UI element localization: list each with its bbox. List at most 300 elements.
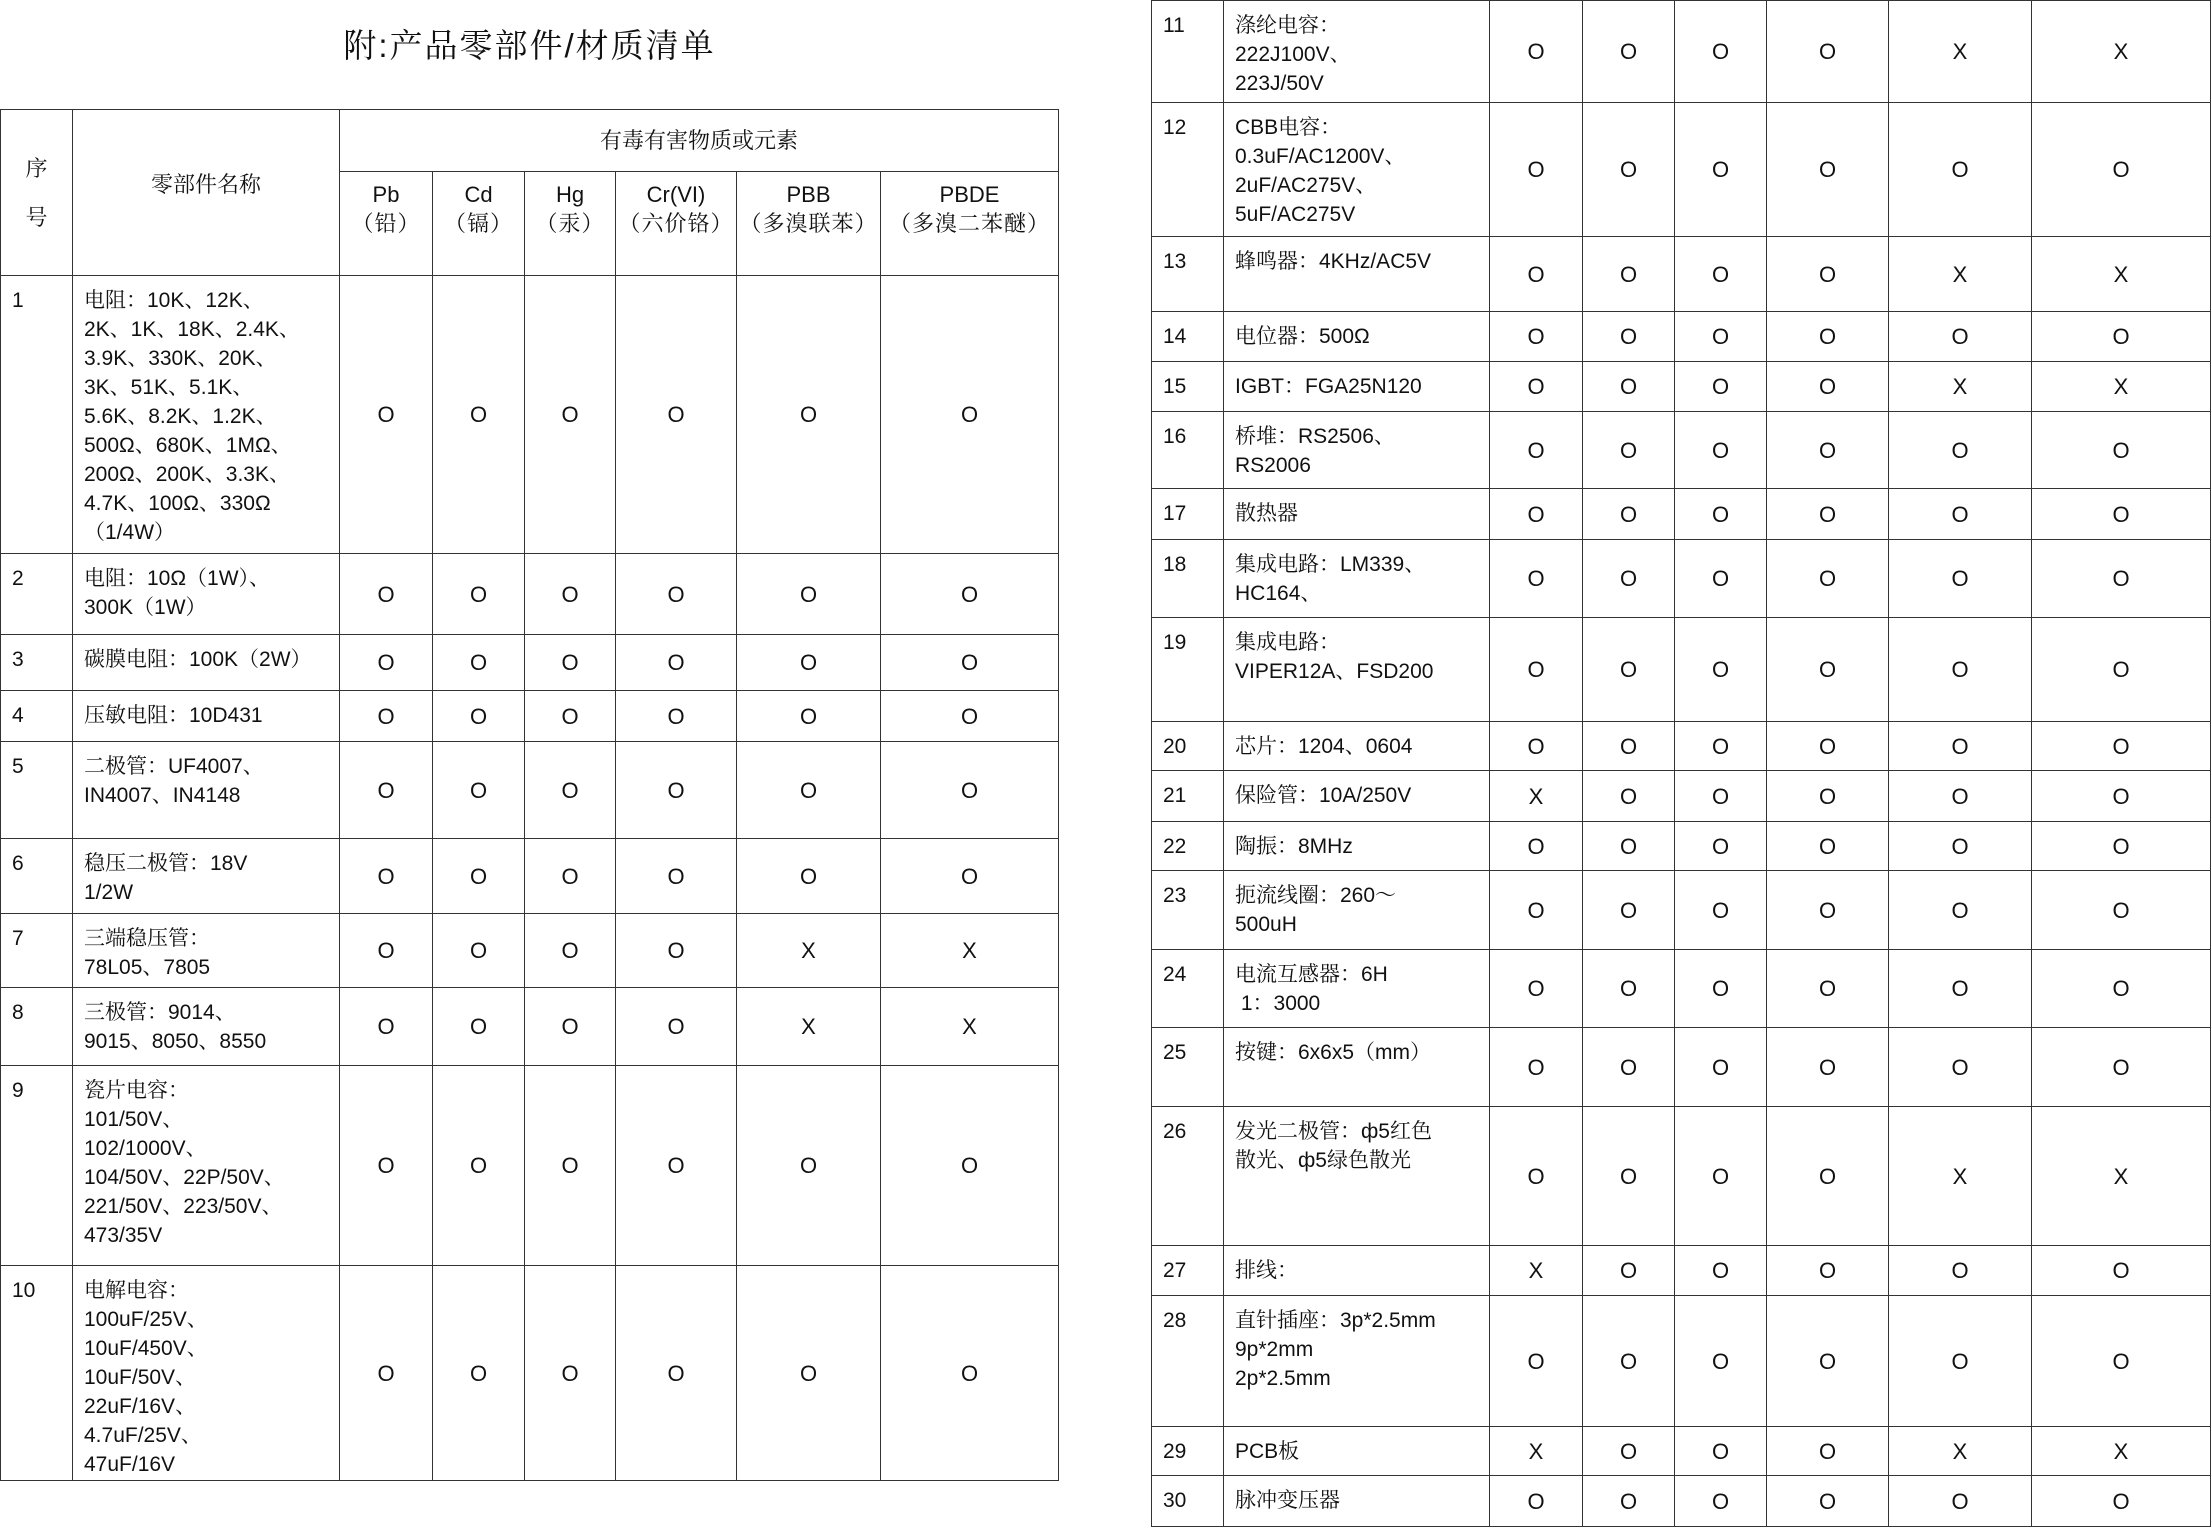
mark-compliant: O (1767, 1107, 1889, 1246)
part-name (1224, 1107, 1490, 1246)
part-name-line: 4.7K、100Ω、330Ω (84, 492, 271, 515)
part-name-line: 2uF/AC275V、 (1235, 174, 1377, 197)
mark-compliant: O (1675, 237, 1767, 312)
mark-compliant: O (1490, 103, 1583, 237)
part-name-line: 221/50V、223/50V、 (84, 1195, 283, 1218)
part-name-line: CBB电容： (1235, 116, 1342, 139)
part-name-line: 三端稳压管： (84, 927, 210, 950)
mark-compliant: O (1490, 950, 1583, 1028)
part-name (1224, 871, 1490, 950)
mark-compliant: O (1889, 1296, 2032, 1427)
mark-compliant: O (1889, 1476, 2032, 1527)
mark-compliant: O (1583, 0, 1675, 103)
mark-compliant: O (1490, 822, 1583, 871)
mark-compliant: O (1767, 237, 1889, 312)
mark-contains: X (737, 988, 881, 1066)
mark-compliant: O (1767, 412, 1889, 489)
mark-compliant: O (2032, 1296, 2211, 1427)
part-name-line: 芯片：1204、0604 (1235, 735, 1413, 758)
mark-compliant: O (2032, 871, 2211, 950)
mark-compliant: O (1767, 822, 1889, 871)
mark-compliant: O (737, 691, 881, 742)
part-name (1224, 489, 1490, 540)
mark-compliant: O (1767, 1296, 1889, 1427)
part-name-line: 扼流线圈：260～ (1235, 884, 1397, 907)
part-name (73, 742, 340, 839)
part-name (1224, 362, 1490, 412)
header-substance (737, 172, 881, 276)
mark-compliant: O (2032, 540, 2211, 618)
part-name-line: 散光、ф5绿色散光 (1235, 1149, 1411, 1172)
substance-name: （镉） (443, 211, 513, 236)
mark-compliant: O (1767, 722, 1889, 771)
substance-name: （铅） (351, 211, 421, 236)
part-name-line: 1：3000 (1235, 992, 1321, 1015)
mark-compliant: O (881, 691, 1059, 742)
part-name (1224, 822, 1490, 871)
mark-compliant: O (881, 635, 1059, 691)
mark-compliant: O (1583, 722, 1675, 771)
part-name-line: 102/1000V、 (84, 1137, 207, 1160)
part-name (73, 554, 340, 635)
part-name (1224, 103, 1490, 237)
part-name (1224, 1476, 1490, 1527)
mark-compliant: O (616, 1066, 737, 1266)
mark-compliant: O (1490, 237, 1583, 312)
mark-compliant: O (1675, 1246, 1767, 1296)
part-name (1224, 0, 1490, 103)
row-number: 15 (1151, 362, 1224, 412)
mark-contains: X (2032, 1427, 2211, 1476)
row-number: 5 (0, 742, 73, 839)
row-number: 19 (1151, 618, 1224, 722)
mark-compliant: O (525, 276, 616, 554)
substance-symbol: PBB (786, 182, 831, 207)
mark-compliant: O (881, 1266, 1059, 1481)
part-name-line: 电阻：10K、12K、 (84, 289, 264, 312)
mark-compliant: O (1675, 412, 1767, 489)
mark-compliant: O (1889, 489, 2032, 540)
part-name-line: 保险管：10A/250V (1235, 784, 1412, 807)
mark-compliant: O (1490, 1028, 1583, 1107)
mark-compliant: O (433, 914, 525, 988)
substance-symbol: Cd (464, 182, 493, 207)
part-name (73, 1266, 340, 1481)
mark-compliant: O (1767, 0, 1889, 103)
substance-symbol: Pb (372, 182, 400, 207)
mark-compliant: O (2032, 312, 2211, 362)
header-part-name: 零部件名称 (73, 109, 340, 276)
part-name-line: 47uF/16V (84, 1453, 176, 1476)
mark-compliant: O (433, 635, 525, 691)
part-name-line: 500Ω、680K、1MΩ、 (84, 434, 292, 457)
mark-compliant: O (2032, 1476, 2211, 1527)
mark-contains: X (881, 914, 1059, 988)
row-number: 1 (0, 276, 73, 554)
part-name-line: 排线： (1235, 1259, 1298, 1282)
mark-compliant: O (1889, 618, 2032, 722)
part-name-line: 电流互感器：6H (1235, 963, 1388, 986)
mark-compliant: O (1675, 1107, 1767, 1246)
mark-compliant: O (1767, 312, 1889, 362)
mark-compliant: O (616, 691, 737, 742)
mark-compliant: O (881, 554, 1059, 635)
mark-compliant: O (1583, 1427, 1675, 1476)
mark-contains: X (2032, 1107, 2211, 1246)
row-number: 12 (1151, 103, 1224, 237)
part-name (1224, 722, 1490, 771)
row-number: 18 (1151, 540, 1224, 618)
part-name-line: 集成电路： (1235, 631, 1340, 654)
mark-compliant: O (1767, 771, 1889, 822)
mark-compliant: O (1767, 1246, 1889, 1296)
part-name-line: 200Ω、200K、3.3K、 (84, 463, 290, 486)
part-name-line: 2K、1K、18K、2.4K、 (84, 318, 300, 341)
mark-compliant: O (340, 554, 433, 635)
mark-compliant: O (1490, 362, 1583, 412)
row-number: 11 (1151, 0, 1224, 103)
part-name (1224, 1427, 1490, 1476)
mark-contains: X (1889, 362, 2032, 412)
mark-compliant: O (1583, 103, 1675, 237)
row-number: 14 (1151, 312, 1224, 362)
part-name-line: 78L05、7805 (84, 956, 211, 979)
mark-contains: X (2032, 362, 2211, 412)
mark-compliant: O (1767, 950, 1889, 1028)
part-name-line: 按键：6x6x5（mm） (1235, 1041, 1432, 1064)
mark-contains: X (1889, 237, 2032, 312)
row-number: 22 (1151, 822, 1224, 871)
header-seq (0, 109, 73, 276)
part-name-line: 473/35V (84, 1224, 163, 1247)
mark-compliant: O (1889, 412, 2032, 489)
mark-compliant: O (1889, 103, 2032, 237)
mark-compliant: O (737, 276, 881, 554)
row-number: 10 (0, 1266, 73, 1481)
part-name (1224, 312, 1490, 362)
mark-compliant: O (737, 839, 881, 914)
mark-compliant: O (340, 914, 433, 988)
mark-compliant: O (881, 1066, 1059, 1266)
mark-compliant: O (1889, 312, 2032, 362)
mark-compliant: O (1583, 618, 1675, 722)
header-substance (881, 172, 1059, 276)
part-name (1224, 412, 1490, 489)
mark-compliant: O (881, 742, 1059, 839)
mark-compliant: O (737, 635, 881, 691)
mark-contains: X (1889, 0, 2032, 103)
part-name-line: IN4007、IN4148 (84, 784, 241, 807)
part-name-line: RS2006 (1235, 454, 1311, 477)
row-number: 25 (1151, 1028, 1224, 1107)
part-name-line: 9015、8050、8550 (84, 1030, 267, 1053)
mark-compliant: O (1675, 362, 1767, 412)
mark-compliant: O (1889, 1028, 2032, 1107)
part-name (73, 914, 340, 988)
mark-compliant: O (737, 1066, 881, 1266)
mark-compliant: O (1490, 412, 1583, 489)
mark-compliant: O (1490, 618, 1583, 722)
mark-compliant: O (2032, 822, 2211, 871)
part-name-line: 10uF/450V、 (84, 1337, 208, 1360)
mark-compliant: O (525, 691, 616, 742)
part-name-line: 5.6K、8.2K、1.2K、 (84, 405, 277, 428)
part-name (1224, 540, 1490, 618)
mark-compliant: O (1675, 771, 1767, 822)
mark-compliant: O (525, 839, 616, 914)
mark-contains: X (1490, 1246, 1583, 1296)
mark-compliant: O (737, 742, 881, 839)
mark-compliant: O (1767, 1427, 1889, 1476)
mark-compliant: O (1889, 871, 2032, 950)
part-name-line: 101/50V、 (84, 1108, 184, 1131)
part-name-line: VIPER12A、FSD200 (1235, 660, 1434, 683)
mark-compliant: O (881, 839, 1059, 914)
part-name (1224, 618, 1490, 722)
row-number: 13 (1151, 237, 1224, 312)
part-name-line: 陶振：8MHz (1235, 835, 1353, 858)
mark-compliant: O (1889, 822, 2032, 871)
mark-compliant: O (1889, 1246, 2032, 1296)
mark-compliant: O (616, 839, 737, 914)
mark-contains: X (737, 914, 881, 988)
row-number: 8 (0, 988, 73, 1066)
row-number: 27 (1151, 1246, 1224, 1296)
part-name-line: 223J/50V (1235, 72, 1324, 95)
mark-compliant: O (1583, 412, 1675, 489)
mark-compliant: O (616, 635, 737, 691)
mark-contains: X (1889, 1427, 2032, 1476)
mark-compliant: O (1490, 1107, 1583, 1246)
mark-compliant: O (1490, 0, 1583, 103)
substance-symbol: Hg (555, 182, 585, 207)
mark-compliant: O (1675, 1427, 1767, 1476)
part-name (73, 276, 340, 554)
mark-compliant: O (1675, 489, 1767, 540)
part-name-line: 300K（1W） (84, 596, 207, 619)
mark-compliant: O (433, 1266, 525, 1481)
part-name-line: 散热器 (1235, 502, 1298, 525)
mark-compliant: O (433, 1066, 525, 1266)
part-name (1224, 1246, 1490, 1296)
mark-contains: X (2032, 0, 2211, 103)
substance-name: （汞） (535, 211, 605, 236)
mark-compliant: O (1490, 489, 1583, 540)
part-name-line: 3K、51K、5.1K、 (84, 376, 254, 399)
mark-compliant: O (1490, 540, 1583, 618)
part-name-line: PCB板 (1235, 1440, 1300, 1463)
row-number: 21 (1151, 771, 1224, 822)
mark-compliant: O (340, 691, 433, 742)
mark-compliant: O (1767, 1476, 1889, 1527)
mark-compliant: O (433, 988, 525, 1066)
part-name-line: 1/2W (84, 881, 134, 904)
mark-compliant: O (1767, 540, 1889, 618)
substance-symbol: PBDE (939, 182, 1000, 207)
mark-compliant: O (1889, 950, 2032, 1028)
mark-compliant: O (1675, 103, 1767, 237)
part-name-line: 脉冲变压器 (1235, 1489, 1340, 1512)
mark-contains: X (1490, 1427, 1583, 1476)
mark-compliant: O (1675, 540, 1767, 618)
mark-compliant: O (340, 988, 433, 1066)
mark-compliant: O (1583, 871, 1675, 950)
mark-compliant: O (525, 554, 616, 635)
part-name-line: IGBT：FGA25N120 (1235, 375, 1422, 398)
mark-compliant: O (525, 1066, 616, 1266)
header-substance (525, 172, 616, 276)
part-name-line: 碳膜电阻：100K（2W） (84, 648, 312, 671)
mark-compliant: O (525, 1266, 616, 1481)
mark-compliant: O (1675, 871, 1767, 950)
mark-compliant: O (2032, 771, 2211, 822)
mark-compliant: O (2032, 489, 2211, 540)
row-number: 16 (1151, 412, 1224, 489)
mark-contains: X (1490, 771, 1583, 822)
mark-compliant: O (1889, 771, 2032, 822)
substance-symbol: Cr(VI) (646, 182, 706, 207)
row-number: 30 (1151, 1476, 1224, 1527)
part-name (1224, 1296, 1490, 1427)
part-name-line: 104/50V、22P/50V、 (84, 1166, 285, 1189)
part-name-line: 直针插座：3p*2.5mm (1235, 1309, 1436, 1332)
part-name-line: 二极管：UF4007、 (84, 755, 264, 778)
mark-compliant: O (1583, 1296, 1675, 1427)
mark-compliant: O (616, 988, 737, 1066)
mark-compliant: O (525, 635, 616, 691)
part-name-line: （1/4W） (84, 521, 176, 544)
mark-compliant: O (737, 554, 881, 635)
row-number: 17 (1151, 489, 1224, 540)
mark-compliant: O (1583, 771, 1675, 822)
mark-compliant: O (1583, 1107, 1675, 1246)
part-name-line: 4.7uF/25V、 (84, 1424, 202, 1447)
mark-compliant: O (433, 554, 525, 635)
mark-compliant: O (2032, 722, 2211, 771)
mark-contains: X (1889, 1107, 2032, 1246)
part-name-line: 电阻：10Ω（1W）、 (84, 567, 271, 590)
mark-compliant: O (1675, 312, 1767, 362)
row-number: 29 (1151, 1427, 1224, 1476)
part-name-line: 22uF/16V、 (84, 1395, 197, 1418)
mark-compliant: O (2032, 412, 2211, 489)
mark-compliant: O (1583, 1028, 1675, 1107)
part-name-line: 2p*2.5mm (1235, 1367, 1331, 1390)
row-number: 4 (0, 691, 73, 742)
part-name-line: 222J100V、 (1235, 43, 1351, 66)
mark-compliant: O (1583, 362, 1675, 412)
part-name-line: 9p*2mm (1235, 1338, 1314, 1361)
part-name-line: 3.9K、330K、20K、 (84, 347, 277, 370)
mark-compliant: O (2032, 618, 2211, 722)
mark-compliant: O (737, 1266, 881, 1481)
row-number: 24 (1151, 950, 1224, 1028)
part-name-line: 发光二极管：ф5红色 (1235, 1120, 1432, 1143)
part-name (1224, 771, 1490, 822)
mark-compliant: O (1583, 540, 1675, 618)
mark-compliant: O (2032, 1028, 2211, 1107)
mark-compliant: O (616, 742, 737, 839)
mark-compliant: O (2032, 950, 2211, 1028)
part-name (73, 1066, 340, 1266)
mark-compliant: O (525, 988, 616, 1066)
mark-compliant: O (2032, 1246, 2211, 1296)
part-name (73, 839, 340, 914)
mark-compliant: O (1675, 1296, 1767, 1427)
mark-compliant: O (1767, 1028, 1889, 1107)
mark-compliant: O (1490, 722, 1583, 771)
mark-compliant: O (525, 914, 616, 988)
part-name-line: 集成电路：LM339、 (1235, 553, 1426, 576)
mark-compliant: O (1675, 1476, 1767, 1527)
substance-name: （多溴二苯醚） (888, 211, 1050, 236)
row-number: 28 (1151, 1296, 1224, 1427)
part-name (73, 691, 340, 742)
mark-compliant: O (525, 742, 616, 839)
row-number: 23 (1151, 871, 1224, 950)
part-name-line: 电位器：500Ω (1235, 325, 1370, 348)
part-name (1224, 237, 1490, 312)
mark-compliant: O (1490, 871, 1583, 950)
mark-compliant: O (1583, 822, 1675, 871)
part-name-line: 500uH (1235, 913, 1297, 936)
mark-compliant: O (1583, 1246, 1675, 1296)
part-name-line: 100uF/25V、 (84, 1308, 208, 1331)
header-substance-group: 有毒有害物质或元素 (340, 109, 1059, 172)
mark-compliant: O (433, 839, 525, 914)
row-number: 6 (0, 839, 73, 914)
mark-compliant: O (1889, 722, 2032, 771)
header-seq-char: 号 (25, 204, 48, 230)
part-name-line: 压敏电阻：10D431 (84, 704, 263, 727)
page-title: 附:产品零部件/材质清单 (343, 27, 716, 64)
mark-compliant: O (340, 1266, 433, 1481)
part-name-line: 蜂鸣器：4KHz/AC5V (1235, 250, 1432, 273)
mark-contains: X (881, 988, 1059, 1066)
mark-compliant: O (1583, 489, 1675, 540)
part-name-line: 电解电容： (84, 1279, 189, 1302)
mark-compliant: O (1675, 822, 1767, 871)
mark-compliant: O (1767, 362, 1889, 412)
row-number: 3 (0, 635, 73, 691)
part-name (73, 988, 340, 1066)
mark-compliant: O (433, 691, 525, 742)
part-name-line: 5uF/AC275V (1235, 203, 1356, 226)
part-name-line: 涤纶电容： (1235, 14, 1340, 37)
mark-contains: X (2032, 237, 2211, 312)
header-substance (433, 172, 525, 276)
part-name-line: 0.3uF/AC1200V、 (1235, 145, 1406, 168)
header-substance (616, 172, 737, 276)
mark-compliant: O (340, 1066, 433, 1266)
row-number: 9 (0, 1066, 73, 1266)
mark-compliant: O (1675, 722, 1767, 771)
part-name-line: 10uF/50V、 (84, 1366, 197, 1389)
mark-compliant: O (1490, 312, 1583, 362)
mark-compliant: O (340, 635, 433, 691)
mark-compliant: O (1583, 312, 1675, 362)
part-name (73, 635, 340, 691)
mark-compliant: O (1675, 0, 1767, 103)
mark-compliant: O (616, 276, 737, 554)
header-substance (340, 172, 433, 276)
mark-compliant: O (1675, 1028, 1767, 1107)
mark-compliant: O (616, 554, 737, 635)
mark-compliant: O (2032, 103, 2211, 237)
mark-compliant: O (1767, 103, 1889, 237)
mark-compliant: O (616, 914, 737, 988)
mark-compliant: O (1889, 540, 2032, 618)
